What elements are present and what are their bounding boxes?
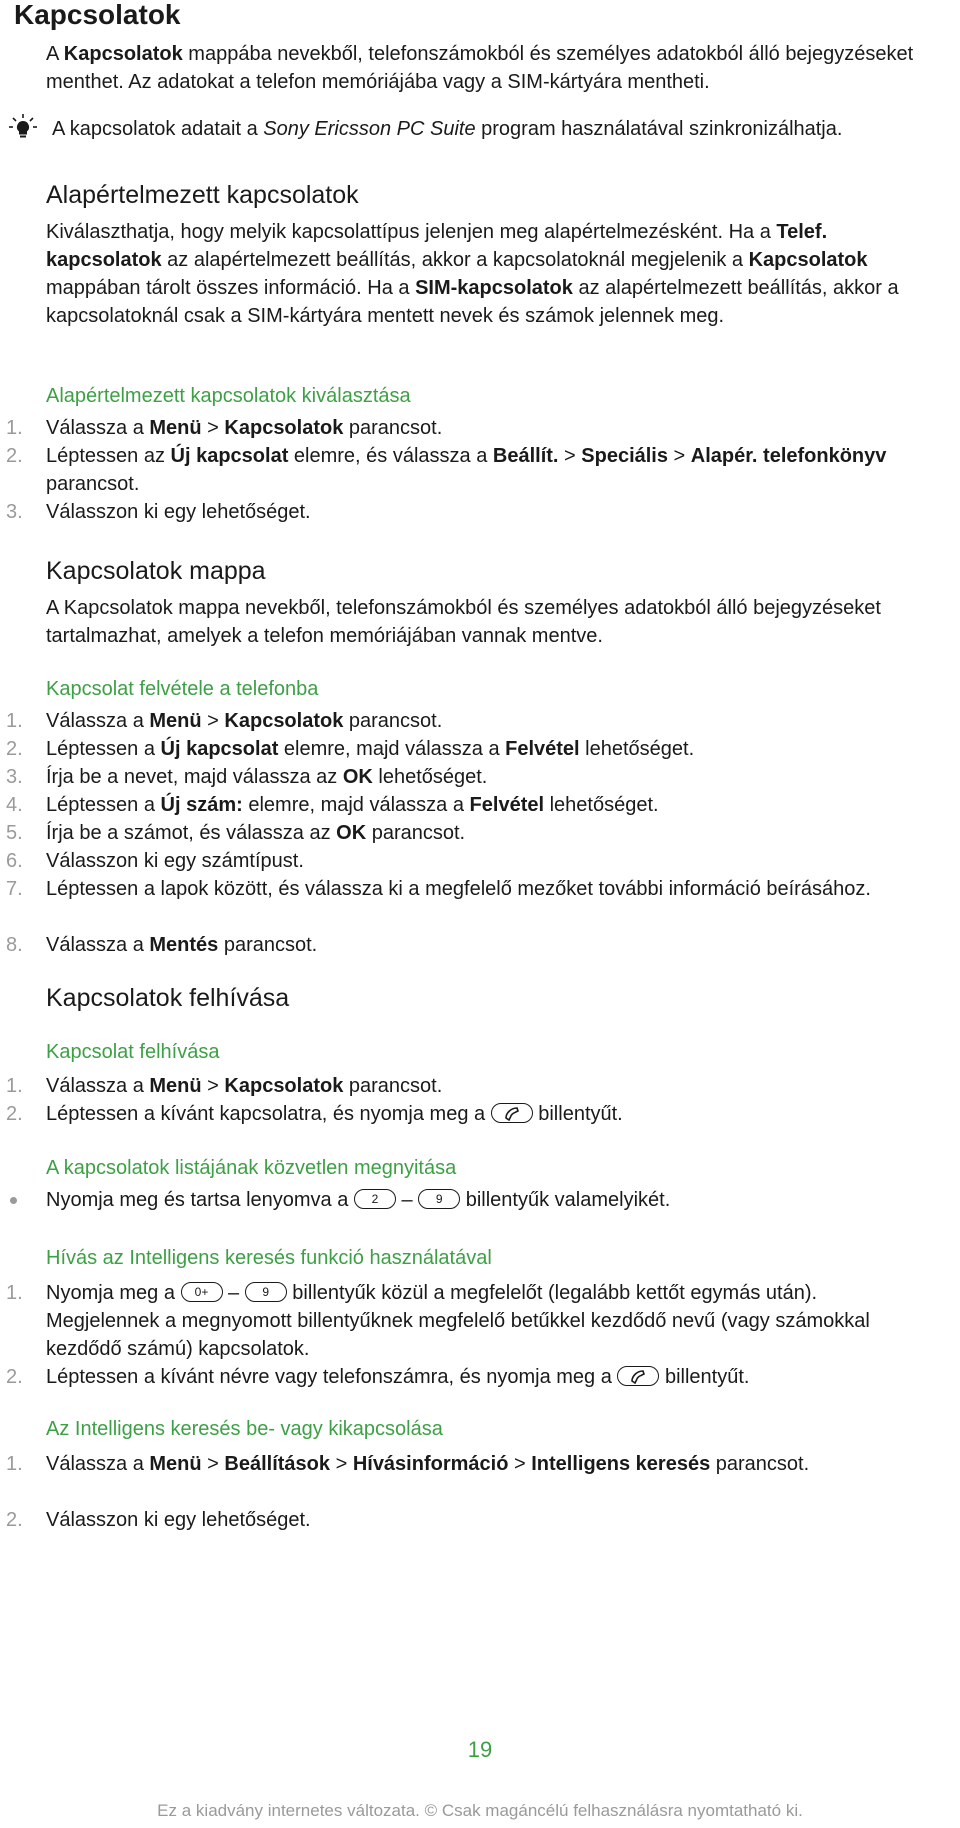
- list-item: Léptessen az Új kapcsolat elemre, és válassza a Beállít. > Speciális > Alapér. telefonkönyv parancsot.: [46, 445, 887, 495]
- list-item: Nyomja meg a 0+ – 9 billentyűk közül a megfelelőt (legalább kettőt egymás után). Megjelennek a megnyomott billentyűknek megfelelő betűkkel kezdődő nevű (vagy számokkal kezdődő számú) kapcsolatok.: [46, 1282, 870, 1360]
- list-item: Nyomja meg és tartsa lenyomva a 2 – 9 billentyűk valamelyikét.: [46, 1189, 671, 1211]
- step-number: 2.: [6, 1103, 23, 1125]
- key-9-icon: 9: [418, 1189, 460, 1209]
- subheading-toggle-smart-search: Az Intelligens keresés be- vagy kikapcsolása: [46, 1418, 443, 1440]
- step-number: 2.: [6, 445, 23, 467]
- step-number: 2.: [6, 1366, 23, 1388]
- section-heading-contacts-folder: Kapcsolatok mappa: [46, 557, 266, 585]
- step-number: 2.: [6, 738, 23, 760]
- list-item: Írja be a nevet, majd válassza az OK lehetőséget.: [46, 766, 488, 788]
- list-item: Válasszon ki egy lehetőséget.: [46, 501, 311, 523]
- call-key-icon: [491, 1103, 533, 1123]
- step-number: 1.: [6, 1282, 23, 1304]
- list-item: Írja be a számot, és válassza az OK parancsot.: [46, 822, 466, 844]
- footer-notice: Ez a kiadvány internetes változata. © Csak magáncélú felhasználásra nyomtatható ki.: [157, 1801, 803, 1820]
- step-number: 6.: [6, 850, 23, 872]
- folder-paragraph: A Kapcsolatok mappa nevekből, telefonszámokból és személyes adatokból álló bejegyzéseket tartalmazhat, amelyek a telefon memóriájában vannak mentve.: [46, 597, 881, 647]
- list-item: Válassza a Menü > Kapcsolatok parancsot.: [46, 417, 443, 439]
- key-9-icon: 9: [245, 1282, 287, 1302]
- step-number: 8.: [6, 934, 23, 956]
- bullet-dot: [10, 1197, 17, 1204]
- list-item: Válassza a Mentés parancsot.: [46, 934, 318, 956]
- tip-text: A kapcsolatok adatait a Sony Ericsson PC Suite program használatával szinkronizálhatja.: [52, 118, 843, 140]
- intro-paragraph: A Kapcsolatok mappába nevekből, telefonszámokból és személyes adatokból álló bejegyzéseket menthet. Az adatokat a telefon memóriájába vagy a SIM-kártyára mentheti.: [46, 43, 914, 93]
- list-item: Válassza a Menü > Kapcsolatok parancsot.: [46, 710, 443, 732]
- call-key-icon: [617, 1366, 659, 1386]
- step-number: 1.: [6, 1453, 23, 1475]
- step-number: 4.: [6, 794, 23, 816]
- subheading-call-contact: Kapcsolat felhívása: [46, 1041, 220, 1063]
- step-number: 1.: [6, 417, 23, 439]
- subheading-smart-search: Hívás az Intelligens keresés funkció használatával: [46, 1247, 492, 1269]
- step-number: 5.: [6, 822, 23, 844]
- list-item: Válasszon ki egy számtípust.: [46, 850, 304, 872]
- list-item: Válasszon ki egy lehetőséget.: [46, 1509, 311, 1531]
- step-number: 3.: [6, 501, 23, 523]
- list-item: Válassza a Menü > Kapcsolatok parancsot.: [46, 1075, 443, 1097]
- subheading-open-list: A kapcsolatok listájának közvetlen megnyitása: [46, 1157, 457, 1179]
- list-item: Léptessen a lapok között, és válassza ki a megfelelő mezőket további információ beírásához.: [46, 878, 871, 900]
- step-number: 2.: [6, 1509, 23, 1531]
- default-contacts-paragraph: Kiválaszthatja, hogy melyik kapcsolattípus jelenjen meg alapértelmezésként. Ha a Telef. kapcsolatok az alapértelmezett beállítás, akkor a kapcsolatoknál megjelenik a Kapcsolatok mappában tárolt összes információ. Ha a SIM-kapcsolatok az alapértelmezett beállítás, akkor a kapcsolatoknál csak a SIM-kártyára mentett nevek és számok jelennek meg.: [46, 221, 899, 327]
- key-0plus-icon: 0+: [181, 1282, 223, 1302]
- lightbulb-icon: [8, 112, 38, 142]
- step-number: 1.: [6, 710, 23, 732]
- section-heading-default-contacts: Alapértelmezett kapcsolatok: [46, 181, 359, 209]
- list-item: Léptessen a Új szám: elemre, majd válassza a Felvétel lehetőséget.: [46, 794, 659, 816]
- subheading-select-default: Alapértelmezett kapcsolatok kiválasztása: [46, 385, 411, 407]
- page-title: Kapcsolatok: [14, 0, 181, 30]
- page-number: 19: [467, 1737, 493, 1762]
- section-heading-calling: Kapcsolatok felhívása: [46, 984, 290, 1012]
- list-item: Válassza a Menü > Beállítások > Hívásinformáció > Intelligens keresés parancsot.: [46, 1453, 810, 1475]
- step-number: 7.: [6, 878, 23, 900]
- step-number: 1.: [6, 1075, 23, 1097]
- list-item: Léptessen a kívánt kapcsolatra, és nyomja meg a billentyűt.: [46, 1103, 623, 1125]
- step-number: 3.: [6, 766, 23, 788]
- list-item: Léptessen a kívánt névre vagy telefonszámra, és nyomja meg a billentyűt.: [46, 1366, 750, 1388]
- key-2-icon: 2: [354, 1189, 396, 1209]
- subheading-add-contact: Kapcsolat felvétele a telefonba: [46, 678, 319, 700]
- list-item: Léptessen a Új kapcsolat elemre, majd válassza a Felvétel lehetőséget.: [46, 738, 695, 760]
